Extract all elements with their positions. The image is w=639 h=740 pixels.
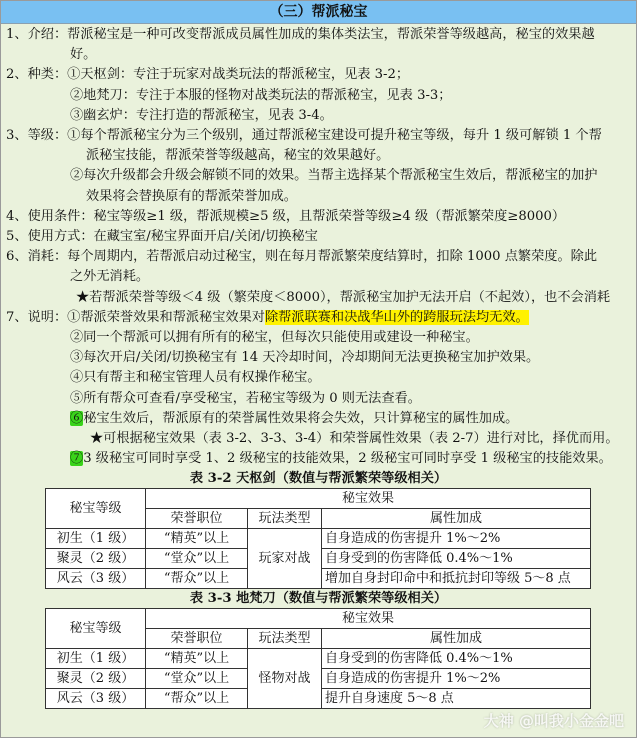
green-marker-7: ⑦	[70, 451, 84, 467]
cell-type: 怪物对战	[248, 649, 322, 709]
cell-rank: “帮众”以上	[146, 689, 248, 709]
level-line-1: 3、等级：①每个帮派秘宝分为三个级别，通过帮派秘宝建设可提升秘宝等级，每升 1 级可解锁 1 个帮	[6, 128, 602, 144]
header-level: 秘宝等级	[46, 489, 146, 529]
header-rank: 荣誉职位	[146, 629, 248, 649]
highlighted-text: 除帮派联赛和决战华山外的跨服玩法均无效。	[264, 309, 529, 325]
table-row	[46, 529, 591, 549]
header-rank: 荣誉职位	[146, 509, 248, 529]
section-title: （三）帮派秘宝	[1, 1, 636, 24]
cell-level: 风云（3 级）	[46, 569, 146, 589]
types-line-1: 2、种类：①天枢剑：专注于玩家对战类玩法的帮派秘宝，见表 3-2；	[6, 67, 410, 83]
note-line-1	[6, 308, 630, 328]
table-row	[46, 489, 591, 509]
cell-attr: 自身受到的伤害降低 0.4%～1%	[322, 649, 591, 669]
cell-type: 玩家对战	[248, 529, 322, 589]
green-marker-6: ⑥	[70, 410, 84, 426]
types-line-3: ③幽玄炉：专注打造的帮派秘宝，见表 3-4。	[70, 107, 333, 123]
note-line-5: ⑤所有帮众可查看/享受秘宝，若秘宝等级为 0 则无法查看。	[70, 390, 421, 406]
level-line-4: 效果将会替换原有的帮派荣誉加成。	[86, 188, 297, 204]
content-body	[1, 24, 636, 469]
watermark: 大神 @叫我小金金吧	[483, 712, 624, 730]
cost-line-1: 6、消耗：每个周期内，若帮派启动过秘宝，则在每月帮派繁荣度结算时，扣除 1000 点繁荣度。除此	[6, 249, 598, 265]
header-attr: 属性加成	[322, 509, 591, 529]
note-line-6-text: 秘宝生效后，帮派原有的荣誉属性效果将会失效，只计算秘宝的属性加成。	[83, 410, 519, 426]
note-line-7	[6, 449, 630, 469]
table-3-2	[45, 488, 591, 589]
cell-rank: “精英”以上	[146, 529, 248, 549]
note-line-6	[6, 409, 630, 429]
cell-rank: “帮众”以上	[146, 569, 248, 589]
cost-line-2: 之外无消耗。	[70, 269, 150, 285]
condition-line: 4、使用条件：秘宝等级≥1 级，帮派规模≥5 级，且帮派荣誉等级≥4 级（帮派繁荣度≥8000）	[6, 208, 566, 224]
cell-rank: “堂众”以上	[146, 669, 248, 689]
level-line-2: 派秘宝技能，帮派荣誉等级越高，秘宝的效果越好。	[86, 148, 390, 164]
cell-attr: 提升自身速度 5～8 点	[322, 689, 591, 709]
cost-note-line: ★若帮派荣誉等级＜4 级（繁荣度＜8000），帮派秘宝加护无法开启（不起效），也不会消耗	[76, 289, 611, 305]
header-attr: 属性加成	[322, 629, 591, 649]
note-line-4: ④只有帮主和秘宝管理人员有权操作秘宝。	[70, 370, 321, 386]
intro-line-1: 1、介绍：帮派秘宝是一种可改变帮派成员属性加成的集体类法宝，帮派荣誉等级越高，秘宝的效果越	[6, 27, 595, 42]
note-line-7-text: 3 级秘宝可同时享受 1、2 级秘宝的技能效果，2 级秘宝可同时享受 1 级秘宝的技能效果。	[83, 451, 612, 467]
cell-attr: 自身造成的伤害提升 1%～2%	[322, 669, 591, 689]
usage-line: 5、使用方式：在藏宝室/秘宝界面开启/关闭/切换秘宝	[6, 229, 318, 245]
header-effect: 秘宝效果	[146, 609, 591, 629]
cell-rank: “堂众”以上	[146, 549, 248, 569]
table-3-3	[45, 608, 591, 709]
cell-attr: 自身造成的伤害提升 1%～2%	[322, 529, 591, 549]
table-3-2-caption: 表 3-2 天枢剑（数值与帮派繁荣等级相关）	[189, 471, 448, 487]
cell-level: 聚灵（2 级）	[46, 549, 146, 569]
header-type: 玩法类型	[248, 509, 322, 529]
table-3-3-caption: 表 3-3 地梵刀（数值与帮派繁荣等级相关）	[189, 591, 448, 607]
table-row	[46, 609, 591, 629]
cell-attr: 增加自身封印命中和抵抗封印等级 5～8 点	[322, 569, 591, 589]
note-line-3: ③每次开启/关闭/切换秘宝有 14 天冷却时间，冷却期间无法更换秘宝加护效果。	[70, 350, 540, 366]
table-row	[46, 649, 591, 669]
types-line-2: ②地梵刀：专注于本服的怪物对战类玩法的帮派秘宝，见表 3-3；	[70, 87, 452, 103]
cell-level: 初生（1 级）	[46, 529, 146, 549]
header-type: 玩法类型	[248, 629, 322, 649]
header-level: 秘宝等级	[46, 609, 146, 649]
cell-level: 初生（1 级）	[46, 649, 146, 669]
level-line-3: ②每次升级都会升级会解锁不同的效果。当帮主选择某个帮派秘宝生效后，帮派秘宝的加护	[70, 168, 598, 184]
intro-line-2: 好。	[70, 47, 97, 63]
note-line-1-text: 7、说明：①帮派荣誉效果和帮派秘宝效果对	[6, 309, 265, 325]
note-line-2: ②同一个帮派可以拥有所有的秘宝，但每次只能使用或建设一种秘宝。	[70, 330, 479, 346]
cell-attr: 自身受到的伤害降低 0.4%～1%	[322, 549, 591, 569]
cell-level: 聚灵（2 级）	[46, 669, 146, 689]
cell-rank: “精英”以上	[146, 649, 248, 669]
cell-level: 风云（3 级）	[46, 689, 146, 709]
note-tip-line: ★可根据秘宝效果（表 3-2、3-3、3-4）和荣誉属性效果（表 2-7）进行对比，择优而用。	[90, 431, 619, 447]
header-effect: 秘宝效果	[146, 489, 591, 509]
